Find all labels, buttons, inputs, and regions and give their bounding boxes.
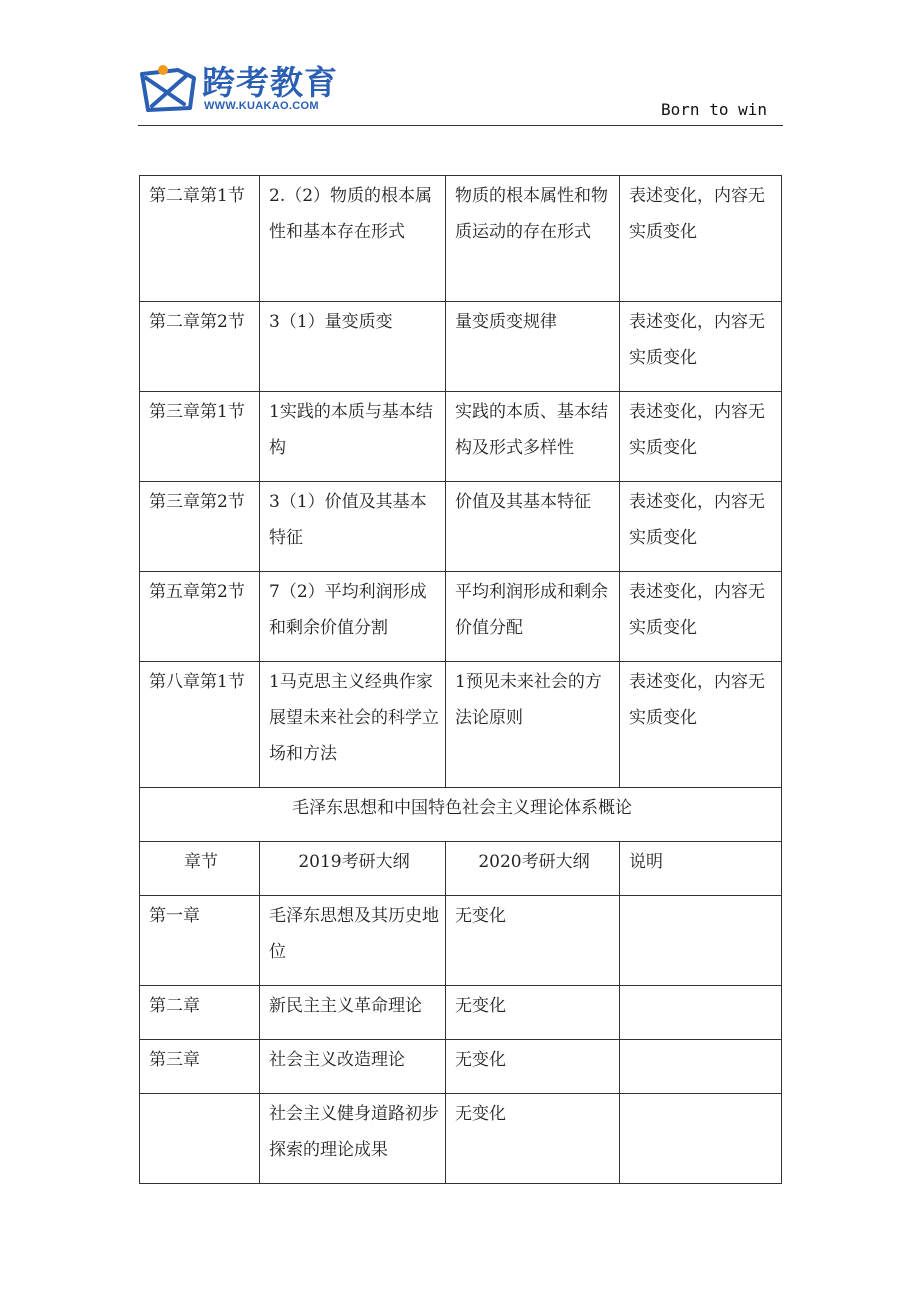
section-title-row — [140, 788, 782, 842]
logo-url-text: WWW.KUAKAO.COM — [204, 100, 319, 112]
outline-2020-cell: 无变化 — [446, 896, 620, 986]
column-header-row — [140, 842, 782, 896]
note-cell: 表述变化，内容无实质变化 — [620, 662, 782, 788]
section-title: 毛泽东思想和中国特色社会主义理论体系概论 — [140, 788, 782, 842]
note-cell: 表述变化，内容无实质变化 — [620, 392, 782, 482]
kuakao-logo — [138, 60, 348, 120]
header-2020-outline: 2020考研大纲 — [446, 842, 620, 896]
note-cell — [620, 1040, 782, 1094]
table-row — [140, 572, 782, 662]
outline-2019-cell: 2.（2）物质的根本属性和基本存在形式 — [260, 176, 446, 302]
note-cell: 表述变化，内容无实质变化 — [620, 482, 782, 572]
page-header — [138, 60, 783, 126]
header-note: 说明 — [620, 842, 782, 896]
table-row — [140, 896, 782, 986]
outline-2019-cell: 社会主义健身道路初步探索的理论成果 — [260, 1094, 446, 1184]
note-cell — [620, 1094, 782, 1184]
outline-2020-cell: 无变化 — [446, 1094, 620, 1184]
outline-2020-cell: 无变化 — [446, 1040, 620, 1094]
logo-chinese-text: 跨考教育 — [202, 63, 338, 102]
header-2019-outline: 2019考研大纲 — [260, 842, 446, 896]
chapter-cell: 第一章 — [140, 896, 260, 986]
chapter-cell: 第二章第1节 — [140, 176, 260, 302]
outline-2019-cell: 3（1）量变质变 — [260, 302, 446, 392]
chapter-cell: 第三章 — [140, 1040, 260, 1094]
outline-2020-cell: 物质的根本属性和物质运动的存在形式 — [446, 176, 620, 302]
logo-mark-icon — [138, 64, 200, 114]
outline-2020-cell: 平均利润形成和剩余价值分配 — [446, 572, 620, 662]
note-cell: 表述变化，内容无实质变化 — [620, 302, 782, 392]
note-cell: 表述变化，内容无实质变化 — [620, 572, 782, 662]
table-row — [140, 302, 782, 392]
outline-2019-cell: 社会主义改造理论 — [260, 1040, 446, 1094]
header-chapter: 章节 — [140, 842, 260, 896]
note-cell — [620, 986, 782, 1040]
note-cell: 表述变化，内容无实质变化 — [620, 176, 782, 302]
outline-2020-cell: 无变化 — [446, 986, 620, 1040]
outline-2019-cell: 新民主主义革命理论 — [260, 986, 446, 1040]
table-row — [140, 392, 782, 482]
outline-comparison-table — [139, 175, 782, 1184]
tagline: Born to win — [661, 100, 767, 119]
chapter-cell: 第二章 — [140, 986, 260, 1040]
outline-2020-cell: 量变质变规律 — [446, 302, 620, 392]
outline-2019-cell: 1马克思主义经典作家展望未来社会的科学立场和方法 — [260, 662, 446, 788]
chapter-cell: 第八章第1节 — [140, 662, 260, 788]
table-row — [140, 1094, 782, 1184]
table-row — [140, 482, 782, 572]
table-row — [140, 662, 782, 788]
chapter-cell: 第三章第2节 — [140, 482, 260, 572]
note-cell — [620, 896, 782, 986]
outline-2020-cell: 1预见未来社会的方法论原则 — [446, 662, 620, 788]
outline-2019-cell: 3（1）价值及其基本特征 — [260, 482, 446, 572]
chapter-cell — [140, 1094, 260, 1184]
table-row — [140, 1040, 782, 1094]
header-divider — [138, 125, 783, 126]
outline-2019-cell: 1实践的本质与基本结构 — [260, 392, 446, 482]
chapter-cell: 第五章第2节 — [140, 572, 260, 662]
chapter-cell: 第二章第2节 — [140, 302, 260, 392]
table-row — [140, 986, 782, 1040]
outline-2019-cell: 7（2）平均利润形成和剩余价值分割 — [260, 572, 446, 662]
outline-2020-cell: 价值及其基本特征 — [446, 482, 620, 572]
table-row — [140, 176, 782, 302]
outline-2019-cell: 毛泽东思想及其历史地位 — [260, 896, 446, 986]
outline-2020-cell: 实践的本质、基本结构及形式多样性 — [446, 392, 620, 482]
chapter-cell: 第三章第1节 — [140, 392, 260, 482]
